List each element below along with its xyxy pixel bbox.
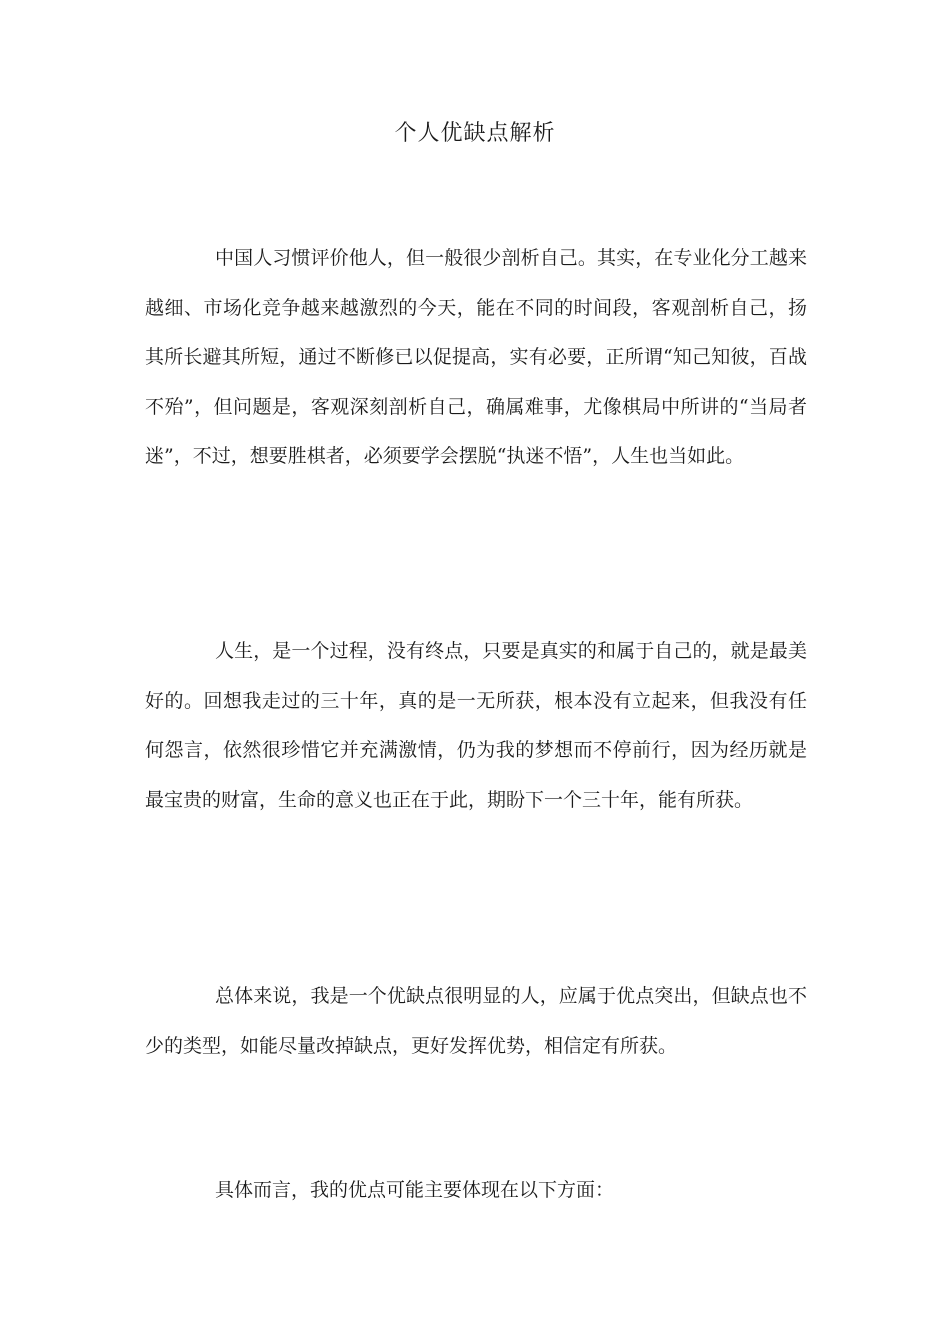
paragraph-life: 人生，是一个过程，没有终点，只要是真实的和属于自己的，就是最美好的。回想我走过的三十年，真的是一无所获，根本没有立起来，但我没有任何怨言，依然很珍惜它并充满激情，仍为我的梦想而不停前行，因为经历就是最宝贵的财富，生命的意义也正在于此，期盼下一个三十年，能有所获。 [145,640,807,811]
paragraph-summary: 总体来说，我是一个优缺点很明显的人，应属于优点突出，但缺点也不少的类型，如能尽量改掉缺点，更好发挥优势，相信定有所获。 [145,985,807,1057]
paragraph-strengths-intro: 具体而言，我的优点可能主要体现在以下方面： [215,1179,615,1201]
paragraph-intro: 中国人习惯评价他人，但一般很少剖析自己。其实，在专业化分工越来越细、市场化竞争越来越激烈的今天，能在不同的时间段，客观剖析自己，扬其所长避其所短，通过不断修已以促提高，实有必要，正所谓“知己知彼，百战不殆”，但问题是，客观深刻剖析自己，确属难事，尤像棋局中所讲的“当局者迷”，不过，想要胜棋者，必须要学会摆脱“执迷不悟”，人生也当如此。 [145,247,807,467]
document-title: 个人优缺点解析 [394,121,556,146]
